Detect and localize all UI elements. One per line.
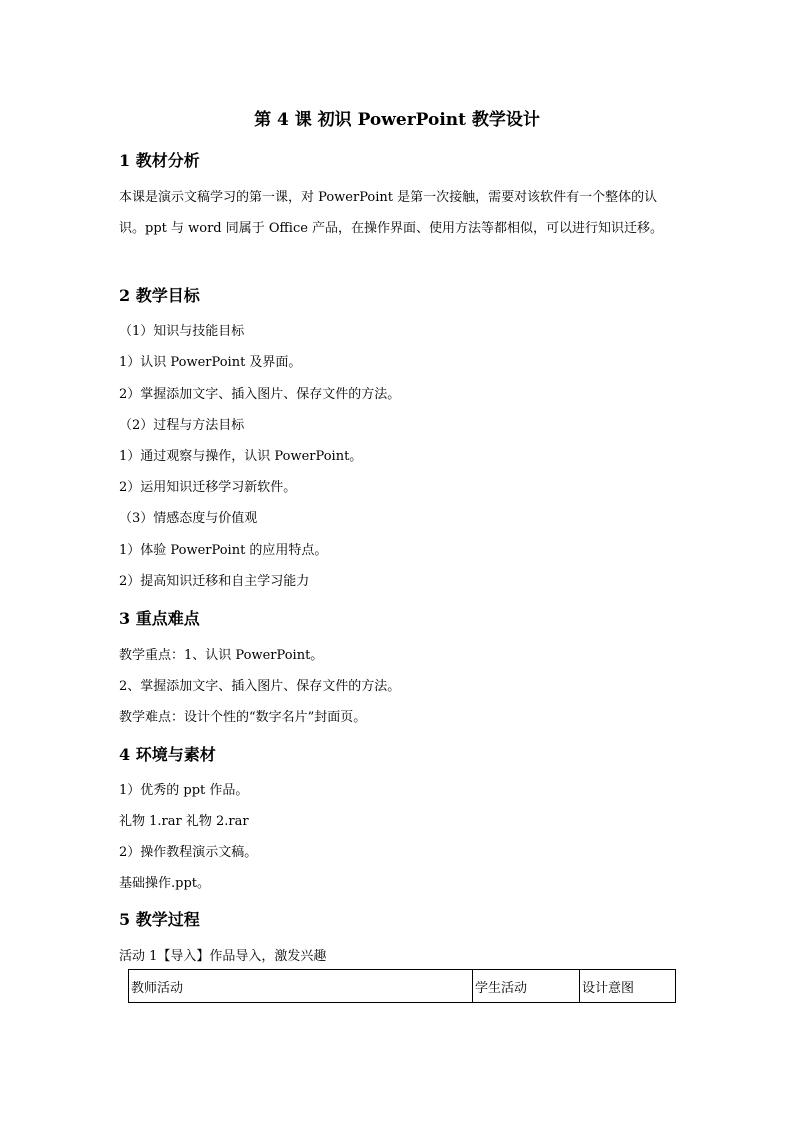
objective-line: 2）提高知识迁移和自主学习能力 bbox=[119, 574, 310, 589]
objective-line: （3）情感态度与价值观 bbox=[119, 511, 258, 526]
objective-line: 1）体验 PowerPoint 的应用特点。 bbox=[119, 543, 328, 558]
table-header-cell: 设计意图 bbox=[580, 970, 676, 1003]
objective-line: 1）认识 PowerPoint 及界面。 bbox=[119, 355, 302, 370]
material-line: 1）优秀的 ppt 作品。 bbox=[119, 783, 249, 798]
objective-line: 1）通过观察与操作，认识 PowerPoint。 bbox=[119, 449, 363, 464]
table-header-cell: 教师活动 bbox=[129, 970, 473, 1003]
material-line: 礼物 1.rar 礼物 2.rar bbox=[119, 814, 249, 829]
table-header-cell: 学生活动 bbox=[473, 970, 580, 1003]
material-line: 2）操作教程演示文稿。 bbox=[119, 845, 258, 860]
table-header-row bbox=[129, 970, 676, 1003]
objective-line: （1）知识与技能目标 bbox=[119, 324, 245, 339]
activity-table bbox=[128, 969, 676, 1003]
key-point-line: 教学难点：设计个性的“数字名片”封面页。 bbox=[119, 710, 367, 725]
section-heading-2: 2 教学目标 bbox=[119, 286, 200, 305]
section-heading-3: 3 重点难点 bbox=[119, 609, 200, 628]
objective-line: 2）掌握添加文字、插入图片、保存文件的方法。 bbox=[119, 387, 401, 402]
objective-line: （2）过程与方法目标 bbox=[119, 418, 245, 433]
section-1-paragraph: 本课是演示文稿学习的第一课，对 PowerPoint 是第一次接触，需要对该软件有一个整体的认识。ppt 与 word 同属于 Office 产品，在操作界面、使用方法等都相似，可以进行知识迁移。 bbox=[119, 190, 664, 236]
activity-label: 活动 1【导入】作品导入，激发兴趣 bbox=[119, 949, 327, 964]
key-point-line: 教学重点：1、认识 PowerPoint。 bbox=[119, 648, 324, 663]
section-heading-4: 4 环境与素材 bbox=[119, 745, 216, 764]
key-point-line: 2、掌握添加文字、插入图片、保存文件的方法。 bbox=[119, 679, 401, 694]
document-title: 第 4 课 初识 PowerPoint 教学设计 bbox=[254, 110, 540, 130]
material-line: 基础操作.ppt。 bbox=[119, 876, 211, 891]
section-heading-1: 1 教材分析 bbox=[119, 151, 200, 170]
section-heading-5: 5 教学过程 bbox=[119, 910, 200, 929]
objective-line: 2）运用知识迁移学习新软件。 bbox=[119, 480, 297, 495]
